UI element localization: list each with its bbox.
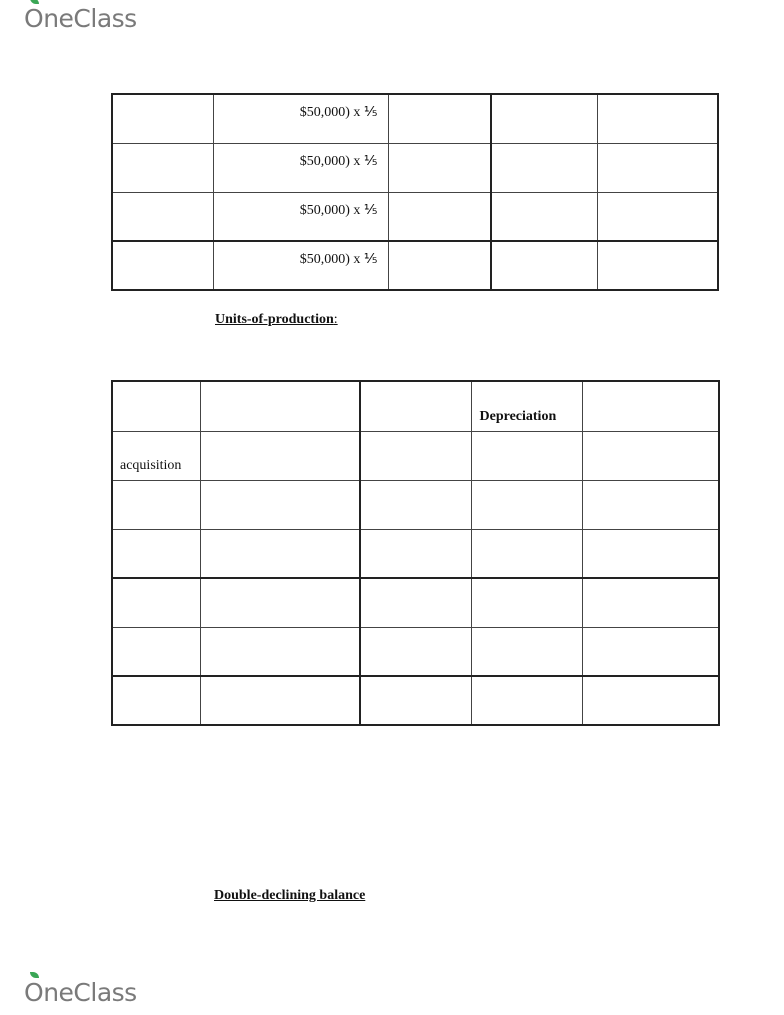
acquisition-label: acquisition xyxy=(112,431,200,480)
logo-text: neClass xyxy=(43,978,137,1007)
table-cell xyxy=(471,676,582,725)
logo-leaf-icon: O xyxy=(24,4,43,33)
table-cell xyxy=(491,241,597,290)
table-row xyxy=(112,431,719,480)
heading-text: Units-of-production xyxy=(215,312,334,327)
table-cell xyxy=(582,431,719,480)
table-row xyxy=(112,627,719,676)
table-cell xyxy=(471,480,582,529)
table-cell xyxy=(582,676,719,725)
table-cell xyxy=(112,676,200,725)
table-cell xyxy=(471,627,582,676)
table-cell xyxy=(491,192,597,241)
table-cell xyxy=(582,381,719,431)
table-cell xyxy=(471,529,582,578)
table-cell xyxy=(200,578,360,627)
table-cell xyxy=(112,529,200,578)
table-cell xyxy=(112,381,200,431)
table-cell xyxy=(471,431,582,480)
table-cell xyxy=(200,381,360,431)
table-cell xyxy=(112,192,213,241)
oneclass-logo xyxy=(24,4,137,33)
table-cell xyxy=(360,431,471,480)
table-cell xyxy=(597,143,718,192)
table-cell xyxy=(582,578,719,627)
oneclass-logo-footer xyxy=(24,978,137,1007)
table-cell xyxy=(388,241,491,290)
table-cell xyxy=(112,143,213,192)
formula-cell: $50,000) x ⅕ xyxy=(213,192,388,241)
table-cell xyxy=(112,480,200,529)
table-cell xyxy=(491,94,597,143)
table-cell xyxy=(582,529,719,578)
table-cell xyxy=(200,480,360,529)
table-cell xyxy=(471,578,582,627)
table-row xyxy=(112,529,719,578)
table-cell xyxy=(582,480,719,529)
double-declining-heading: Double-declining balance xyxy=(214,888,366,903)
logo-text: neClass xyxy=(43,4,137,33)
table-row xyxy=(112,94,718,143)
units-of-production-table xyxy=(111,380,720,726)
formula-cell: $50,000) x ⅕ xyxy=(213,94,388,143)
formula-cell: $50,000) x ⅕ xyxy=(213,241,388,290)
table-cell xyxy=(200,676,360,725)
table-cell xyxy=(112,241,213,290)
units-of-production-heading xyxy=(215,312,338,328)
table-cell xyxy=(360,676,471,725)
table-cell xyxy=(597,94,718,143)
table-cell xyxy=(360,578,471,627)
heading-colon: : xyxy=(333,312,338,327)
table-cell xyxy=(112,94,213,143)
table-row xyxy=(112,578,719,627)
table-cell xyxy=(582,627,719,676)
table-cell xyxy=(388,192,491,241)
table-cell xyxy=(360,529,471,578)
table-cell xyxy=(360,381,471,431)
table-cell xyxy=(597,192,718,241)
table-cell xyxy=(491,143,597,192)
table-row xyxy=(112,241,718,290)
table-cell xyxy=(200,529,360,578)
table-row xyxy=(112,192,718,241)
table-cell xyxy=(200,431,360,480)
formula-cell: $50,000) x ⅕ xyxy=(213,143,388,192)
table-cell xyxy=(112,578,200,627)
logo-leaf-icon: O xyxy=(24,978,43,1007)
table-cell xyxy=(360,627,471,676)
table-cell xyxy=(200,627,360,676)
depreciation-header: Depreciation xyxy=(471,381,582,431)
straight-line-table xyxy=(111,93,719,291)
table-cell xyxy=(388,94,491,143)
table-cell xyxy=(360,480,471,529)
table-row xyxy=(112,143,718,192)
table-cell xyxy=(388,143,491,192)
table-row xyxy=(112,676,719,725)
table-cell xyxy=(597,241,718,290)
table-header-row xyxy=(112,381,719,431)
table-cell xyxy=(112,627,200,676)
table-row xyxy=(112,480,719,529)
